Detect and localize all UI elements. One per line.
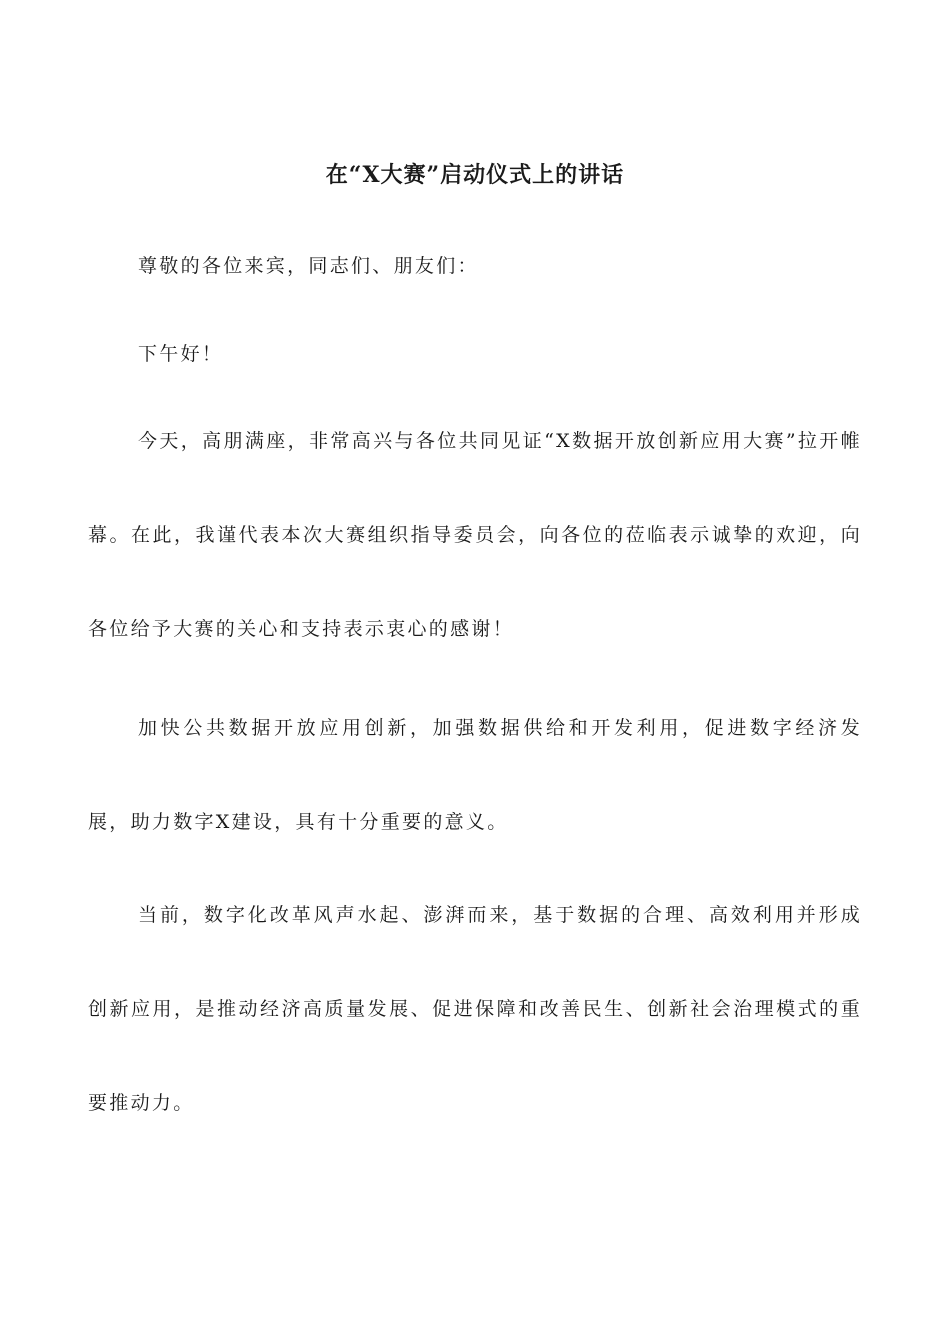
paragraph-salutation: 尊敬的各位来宾，同志们、朋友们： — [138, 255, 479, 277]
paragraph-greeting: 下午好！ — [138, 343, 224, 365]
paragraph-current-situation: 当前，数字化改革风声水起、澎湃而来，基于数据的合理、高效利用并形成创新应用，是推动经济高质量发展、促进保障和改善民生、创新社会治理模式的重要推动力。 — [88, 904, 862, 1114]
paragraph-significance: 加快公共数据开放应用创新，加强数据供给和开发利用，促进数字经济发展，助力数字X建设，具有十分重要的意义。 — [88, 717, 862, 833]
document-title: 在“X大赛”启动仪式上的讲话 — [325, 162, 625, 188]
paragraph-welcome: 今天，高朋满座，非常高兴与各位共同见证“X数据开放创新应用大赛”拉开帷幕。在此，我谨代表本次大赛组织指导委员会，向各位的莅临表示诚挚的欢迎，向各位给予大赛的关心和支持表示衷心的感谢！ — [88, 430, 862, 640]
